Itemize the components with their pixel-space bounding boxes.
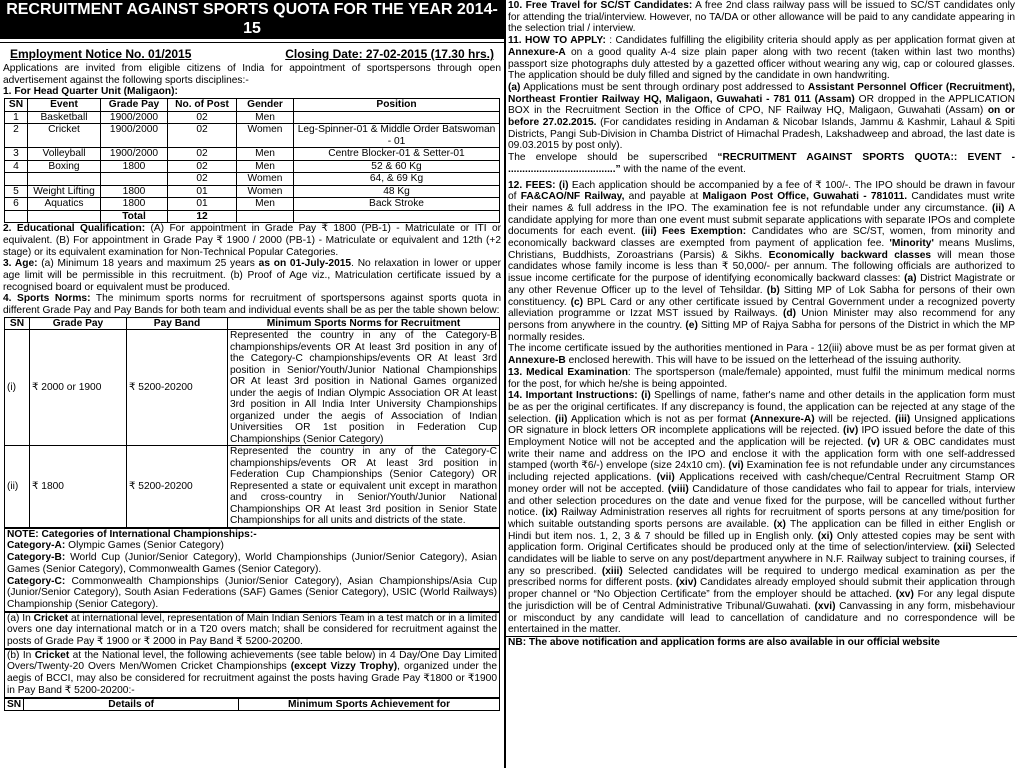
cricket-b-pre: (b) In (7, 649, 35, 661)
events-header-cell: SN (5, 99, 28, 112)
table-cell: ₹ 5200-20200 (127, 446, 228, 528)
p12-t1: Each application should be accompanied by a fee of ₹ 100/-. The IPO should be drawn in favour of (508, 179, 1015, 203)
edu-text: (A) For appointment in Grade Pay ₹ 1800 (PB-1) - Matriculate or ITI or equivalent. (B) For appointment in Grade Pay ₹ 1900 / 2000 (PB-1) - Matriculate or equivalent and 12th (+2 stage) or its equivalent examination for Non-Technical Popular Categories. (3, 223, 501, 258)
p12-b6: Economically backward classes (768, 249, 932, 261)
table-cell: 02 (168, 160, 237, 173)
cricket-a-text: at international level, representation of Main Indian Seniors Team in a test match or in a limited overs one day international match or in a T20 overs match; shall be considered for recruitment against the posts of Grade Pay ₹ 1900 or ₹ 2000 in Pay Band ₹ 5200-20200. (7, 612, 498, 648)
p12-b4: (iii) Fees Exemption: (641, 226, 747, 238)
para-11 (506, 35, 1017, 82)
p12-t9: Sitting MP of Lok Sabha for persons of their own constituency. (508, 284, 1015, 308)
category-b (7, 552, 497, 575)
cricket-table-sn: SN (5, 698, 24, 711)
para-11a (506, 82, 1017, 152)
page-title: RECRUITMENT AGAINST SPORTS QUOTA FOR THE YEAR 2014-15 (0, 0, 504, 39)
norms-header-cell: Grade Pay (30, 317, 127, 330)
p12-b7: (a) (904, 273, 917, 285)
cricket-note-b (4, 649, 500, 698)
table-cell: Cricket (28, 124, 101, 148)
table-cell: Basketball (28, 111, 101, 124)
p12-b10: (d) (783, 308, 797, 320)
p14-t14: Candidates already employed should submit their application through proper channel or “No Objection Certificate” from the employer should be attached. (508, 577, 1016, 601)
cricket-b-bold-2: (except Vizzy Trophy) (290, 661, 398, 673)
table-cell: (i) (5, 330, 30, 446)
table-cell: Aquatics (28, 198, 101, 211)
table-cell: 1800 (101, 160, 168, 173)
table-cell: 01 (168, 185, 237, 198)
p14-b2b: (Annexure-A) (750, 413, 815, 425)
table-cell: Centre Blocker-01 & Setter-01 (294, 148, 500, 161)
cricket-table-details: Details of (24, 698, 239, 711)
age-text-2: . No relaxation in lower or upper age limit will be permissible in this recruitment. (b) Proof of Age viz., Matriculation certificate issued by a recognised board or equivalent must be produced. (3, 258, 502, 293)
p12-t12: Sitting MP of Rajya Sabha for persons of the District in which the MP normally resides. (508, 319, 1015, 343)
table-cell: 1800 (101, 198, 168, 211)
p14-t2b: will be rejected. (814, 413, 895, 425)
categories-note (4, 528, 500, 612)
norms-header-cell: Pay Band (127, 317, 228, 330)
table-cell: Women (237, 124, 294, 148)
cricket-a-bold: Cricket (33, 612, 69, 624)
table-cell: Women (237, 185, 294, 198)
para-11-text-2: on a good quality A-4 size plain paper along with two recent (taken within last two months) passport size photographs duly attested by a gazetted officer without wearing any wig, cap or coloured glasses. The application should be duly filled and signed by the candidate in own handwriting. (508, 46, 1015, 82)
table-cell: Women (237, 173, 294, 186)
table-row (5, 148, 500, 161)
table-cell: 4 (5, 160, 28, 173)
table-cell: ₹ 2000 or 1900 (30, 330, 127, 446)
table-cell: Men (237, 111, 294, 124)
cricket-a-pre: (a) In (7, 612, 34, 624)
p12-b11: (e) (685, 319, 698, 331)
table-cell: Men (237, 148, 294, 161)
p14-b7: (vii) (656, 472, 675, 484)
p14-t9: Railway Administration reserves all rights for recruitment of sports persons at any time/position for which suitable outstanding sports persons are available. (508, 507, 1015, 530)
income-text: The income certificate issued by the authorities mentioned in Para - 12(iii) above must be as per format given at (508, 343, 1015, 355)
p14-b12: (xii) (953, 542, 972, 554)
cricket-b-bold: Cricket (34, 649, 70, 661)
p14-t11: Only attested copies may be sent with application form. Original Certificates should be produced only at the time of selection/interview. (508, 530, 1016, 554)
category-c-label: Category-C: (7, 575, 66, 587)
table-cell: Represented the country in any of the Category-C championships/events OR At least 3rd position in Federation Cup Championships (Senior Category) OR Represented a state or equivalent unit except in marathon and cross-country in Senior/Youth/Junior National Championships OR At least 3rd position in Senior State Championships for all units and districts of the state. (228, 446, 500, 528)
envelope-text: The envelope should be superscribed (508, 152, 718, 164)
para-11a-text-3: (For candidates residing in Andaman & Nicobar Islands, Jammu & Kashmir, Lahaul & Spiti Districts, Pangi Sub-Division in Chamba District of Himachal Pradesh, Lakshadweep and abroad, the last date is 09.03.2015 by post only). (508, 117, 1015, 152)
table-cell: Weight Lifting (28, 185, 101, 198)
norms-table-header (5, 317, 500, 330)
table-cell (237, 210, 294, 223)
para-12 (506, 180, 1017, 344)
p14-t8: Candidature of those candidates who fail to appear for trials, interview and other selection procedures on the date and venue fixed for the purpose, will be cancelled without further notice. (508, 483, 1015, 519)
income-paragraph (506, 343, 1017, 366)
notice-header (0, 42, 504, 63)
table-cell: 52 & 60 Kg (294, 160, 500, 173)
para-11a-pre: (a) (508, 81, 521, 93)
p14-t13: Selected candidates will be required to undergo medical examination as per the prescribed norms for different posts. (508, 565, 1015, 589)
closing-date: Closing Date: 27-02-2015 (17.30 hrs.) (285, 47, 494, 61)
table-row (5, 111, 500, 124)
table-cell (5, 173, 28, 186)
cricket-note-a (4, 612, 500, 649)
total-label: Total (101, 210, 168, 223)
p14-t1: Spellings of name, father's name and other details in the application form must be as per the original certificates. If any discrepancy is found, the application can be rejected at any stage of the selection. (508, 390, 1015, 425)
para-11a-address: Assistant Personnel Officer (Recruitment), Northeast Frontier Railway HQ, Maligaon, Guwahati - 781 011 (Assam) (508, 81, 1015, 105)
p14-t15: For any legal dispute the jurisdiction will be of Central Administrative Tribunal/Guwahati. (508, 589, 1015, 612)
table-row (5, 198, 500, 211)
edu-label: 2. Educational Qualification: (3, 223, 146, 235)
p12-b1: FA&CAO/NF Railway, (520, 191, 625, 203)
p14-b13: (xiii) (601, 565, 623, 577)
table-cell: Represented the country in any of the Category-B championships/events OR At least 3rd position in any of the Category-C championships/events OR At least 3rd position in Senior/Youth/Junior National Championships OR At least 3rd position in National Games organized under the aegis of Indian Olympic Association OR At least 3rd position in All India Inter University Championships organized under the aegis of Association of Indian Universities OR 1st position in Federation Cup Championships (Senior Category) (228, 330, 500, 446)
cricket-table-minimum: Minimum Sports Achievement for (239, 698, 500, 711)
p14-b3: (iii) (895, 413, 911, 425)
table-cell: 02 (168, 148, 237, 161)
income-bold: Annexure-B (508, 355, 566, 367)
norms-table (4, 317, 500, 528)
table-cell: 02 (168, 173, 237, 186)
para-11a-deadline: on or before 27.02.2015. (508, 105, 1016, 129)
table-cell: 5 (5, 185, 28, 198)
p14-t3: Unsigned applications OR signature in block letters OR incomplete applications will be rejected. (508, 413, 1016, 437)
table-cell: Back Stroke (294, 198, 500, 211)
table-cell: 3 (5, 148, 28, 161)
table-row (5, 330, 500, 446)
p14-b9: (ix) (541, 507, 558, 519)
p14-t10: The application can be filled in either English or Hindi but item nos. 1, 2, 3 & 7 should be filled up in English only. (508, 518, 1015, 542)
table-cell (28, 210, 101, 223)
para-10-text: A free 2nd class railway pass will be issued to SC/ST candidates only for attending the trial/interview. However, no TA/DA or other allowance will be paid to any candidate appearing in the selection trial / interview. (508, 0, 1016, 35)
p14-b6: (vi) (728, 460, 744, 472)
p12-t6: means Muslims, Christians, Buddhists, Zoroastrians (Parsis) & Sikhs. (508, 238, 1016, 261)
table-cell (294, 111, 500, 124)
norms-header-cell: Minimum Sports Norms for Recruitment (228, 317, 500, 330)
category-c (7, 576, 497, 611)
cricket-table (4, 698, 500, 712)
para-11a-text-2: OR dropped in the APPLICATION BOX in the Recruitment Section in the Office of CPO, NF Railway HQ, Maligaon, Guwahati (Assam) (508, 93, 1015, 117)
p14-b5: (v) (867, 437, 880, 449)
p12-t2: and payable at (624, 191, 703, 203)
p14-b14: (xiv) (675, 577, 697, 589)
table-row (5, 173, 500, 186)
events-header-cell: Event (28, 99, 101, 112)
table-cell: 1900/2000 (101, 111, 168, 124)
notice-number: Employment Notice No. 01/2015 (10, 47, 192, 61)
table-cell: 02 (168, 111, 237, 124)
p14-t7: Applications received with cash/cheque/Central Recruitment Stamp OR money order will not be accepted. (508, 472, 1015, 495)
p12-t8: District Magistrate or any other Revenue Officer up to the level of Tehsildar. (508, 273, 1015, 296)
events-table (4, 98, 500, 223)
table-cell: Leg-Spinner-01 & Middle Order Batswoman - 01 (294, 124, 500, 148)
table-cell (5, 210, 28, 223)
p12-b5: 'Minority' (889, 238, 934, 250)
table-cell (28, 173, 101, 186)
p14-label: 14. Important Instructions: (i) (508, 390, 651, 402)
total-row (5, 210, 500, 223)
p12-b2: Maligaon Post Office, Guwahati - 781011. (702, 191, 908, 203)
p14-b16: (xvi) (814, 600, 836, 612)
para-14 (506, 390, 1017, 636)
note-heading: NOTE: Categories of International Championships:- (7, 528, 257, 540)
table-cell: Men (237, 160, 294, 173)
table-row (5, 160, 500, 173)
edu-paragraph (0, 223, 504, 258)
age-date: as on 01-July-2015 (258, 258, 352, 270)
hq-heading: 1. For Head Quarter Unit (Maligaon): (3, 86, 178, 98)
para-10 (506, 0, 1017, 35)
p14-b4: (iv) (842, 425, 859, 437)
table-cell (294, 210, 500, 223)
p12-t4: A candidate applying for more than one event must submit separate applications with separate IPOs and complete documents for each event. (508, 202, 1015, 238)
table-cell: 2 (5, 124, 28, 148)
income-text-2: enclosed herewith. This will have to be issued on the letterhead of the issuing authority. (565, 355, 962, 367)
table-cell: (ii) (5, 446, 30, 528)
category-c-text: Commonwealth Championships (Junior/Senior Category), Asian Championships/Asia Cup (Junior/Senior Category), South Asian Federations (SAF) Games (Senior Category), USIC (World Railways) Championship (Senior Category). (7, 575, 497, 610)
table-cell: Boxing (28, 160, 101, 173)
p14-b11: (xi) (817, 530, 833, 542)
age-label: 3. Age: (3, 258, 38, 270)
table-cell (101, 173, 168, 186)
table-cell: Men (237, 198, 294, 211)
events-header-cell: Gender (237, 99, 294, 112)
p14-t4: IPO issued before the date of this Employment Notice will not be accepted and the application will be rejected. (508, 425, 1015, 449)
p13-label: 13. Medical Examination (508, 366, 628, 378)
table-cell: 02 (168, 124, 237, 148)
left-column (0, 0, 504, 768)
p12-b3: (ii) (991, 202, 1005, 214)
category-a (7, 540, 497, 552)
p12-t5: Candidates who are SC/ST, women, from minority and economically backward classes are exempted from payment of application fee. (508, 226, 1015, 250)
para-11-bold: Annexure-A (508, 46, 566, 58)
table-row (5, 185, 500, 198)
p14-b2: (ii) (554, 413, 568, 425)
norms-label: 4. Sports Norms: (3, 293, 91, 305)
nb-note: NB: The above notification and application forms are also available in our official website (506, 636, 1017, 649)
p14-b10: (x) (773, 518, 786, 530)
table-row (5, 124, 500, 148)
table-cell: 6 (5, 198, 28, 211)
p14-t5: UR & OBC candidates must write their name and address on the IPO and enclose it with the application form with one self-addressed stamped (worth ₹6/-) envelope (size 24x10 cm). (508, 437, 1016, 472)
p14-b8: (viii) (667, 483, 689, 495)
p12-t11: Union Minister may also recommend for any persons from anywhere in the country. (508, 308, 1015, 331)
table-cell: 1900/2000 (101, 148, 168, 161)
p14-t12: Selected candidates will be liable to serve on any post/department anywhere in N.F. Railway subject to training courses, if any so prescribed. (508, 542, 1015, 577)
events-header-cell: No. of Post (168, 99, 237, 112)
category-a-text: Olympic Games (Senior Category) (65, 540, 224, 552)
table-cell: Volleyball (28, 148, 101, 161)
total-value: 12 (168, 210, 237, 223)
right-column (506, 0, 1017, 768)
p12-b8: (b) (766, 284, 780, 296)
events-table-header (5, 99, 500, 112)
p14-t2: Application which is not as per format (567, 413, 751, 425)
para-11-text-1: : Candidates fulfilling the eligibility criteria should apply as per application format given at (605, 35, 1015, 47)
events-header-cell: Position (294, 99, 500, 112)
para-11-label: 11. HOW TO APPLY: (508, 35, 606, 47)
p14-b15: (xv) (895, 589, 914, 601)
envelope-paragraph (506, 152, 1017, 175)
p14-t6: Examination fee is not refundable under any circumstances including rejected applications. (508, 460, 1016, 484)
envelope-text-2: with the name of the event. (620, 163, 746, 175)
table-cell: 48 Kg (294, 185, 500, 198)
table-row (5, 446, 500, 528)
p12-t3: Candidates must write their names & full address in the IPO. The examination fee is not refundable under any circumstance. (508, 191, 1015, 214)
table-cell: 1 (5, 111, 28, 124)
p12-label: 12. FEES: (i) (508, 179, 569, 191)
p14-t16: Canvassing in any form, misbehaviour or misconduct by any candidate will lead to cancellation of candidature and no correspondence will be entertained in the matter. (508, 600, 1016, 636)
table-cell: ₹ 1800 (30, 446, 127, 528)
para-11a-text-1: Applications must be sent through ordinary post addressed to (520, 81, 808, 93)
intro-text: Applications are invited from eligible citizens of India for appointment of sportspersons through open advertisement against the following sports disciplines:- (3, 63, 501, 86)
envelope-bold: “RECRUITMENT AGAINST SPORTS QUOTA:: EVENT - ......................................” (508, 152, 1015, 175)
table-cell: 1900/2000 (101, 124, 168, 148)
table-cell: ₹ 5200-20200 (127, 330, 228, 446)
cricket-b-text-2: , organized under the aegis of BCCI, may also be considered for recruitment against the posts having Grade Pay ₹1800 or ₹1900 in Pay Band ₹ 5200-20200:- (7, 661, 497, 696)
p13-text: : The sportsperson (male/female) appointed, must fulfil the minimum medical norms for the post, for which he/she is being appointed. (508, 366, 1015, 390)
category-b-text: World Cup (Junior/Senior Category), World Championships (Junior/Senior Category), Asian Games (Senior Category), Commonwealth Games (Senior Category). (7, 552, 497, 575)
p12-t10: BPL Card or any other certificate issued by Central Government under a recognized poverty alleviation programme or Izzat MST issued by Railways. (508, 296, 1015, 320)
norms-header-cell: SN (5, 317, 30, 330)
cricket-b-text-1: at the National level, the following achievements (see table below) in 4 Day/One Day Limited Overs/Twenty-20 Overs Men/Women Cricket Championships (7, 649, 498, 673)
table-cell: 01 (168, 198, 237, 211)
norms-text: The minimum sports norms for recruitment of sportspersons against sports quota in different Grade Pay and Pay Bands for both team and individual events shall be as per the table shown below: (3, 293, 501, 317)
norms-paragraph (0, 293, 504, 316)
category-a-label: Category-A: (7, 540, 66, 552)
p12-b9: (c) (570, 296, 584, 308)
age-text-1: (a) Minimum 18 years and maximum 25 years (37, 258, 259, 270)
table-cell: 1800 (101, 185, 168, 198)
table-cell: 64, & 69 Kg (294, 173, 500, 186)
events-header-cell: Grade Pay (101, 99, 168, 112)
para-13 (506, 367, 1017, 390)
para-10-label: 10. Free Travel for SC/ST Candidates: (508, 0, 693, 11)
category-b-label: Category-B: (7, 552, 66, 564)
p12-t7: will mean those candidates whose family income is less than ₹ 50,000/- per annum. The following officials are authorized to issue income certificate for the purpose of identifying economically backward classes: (508, 249, 1016, 285)
age-paragraph (0, 258, 504, 293)
